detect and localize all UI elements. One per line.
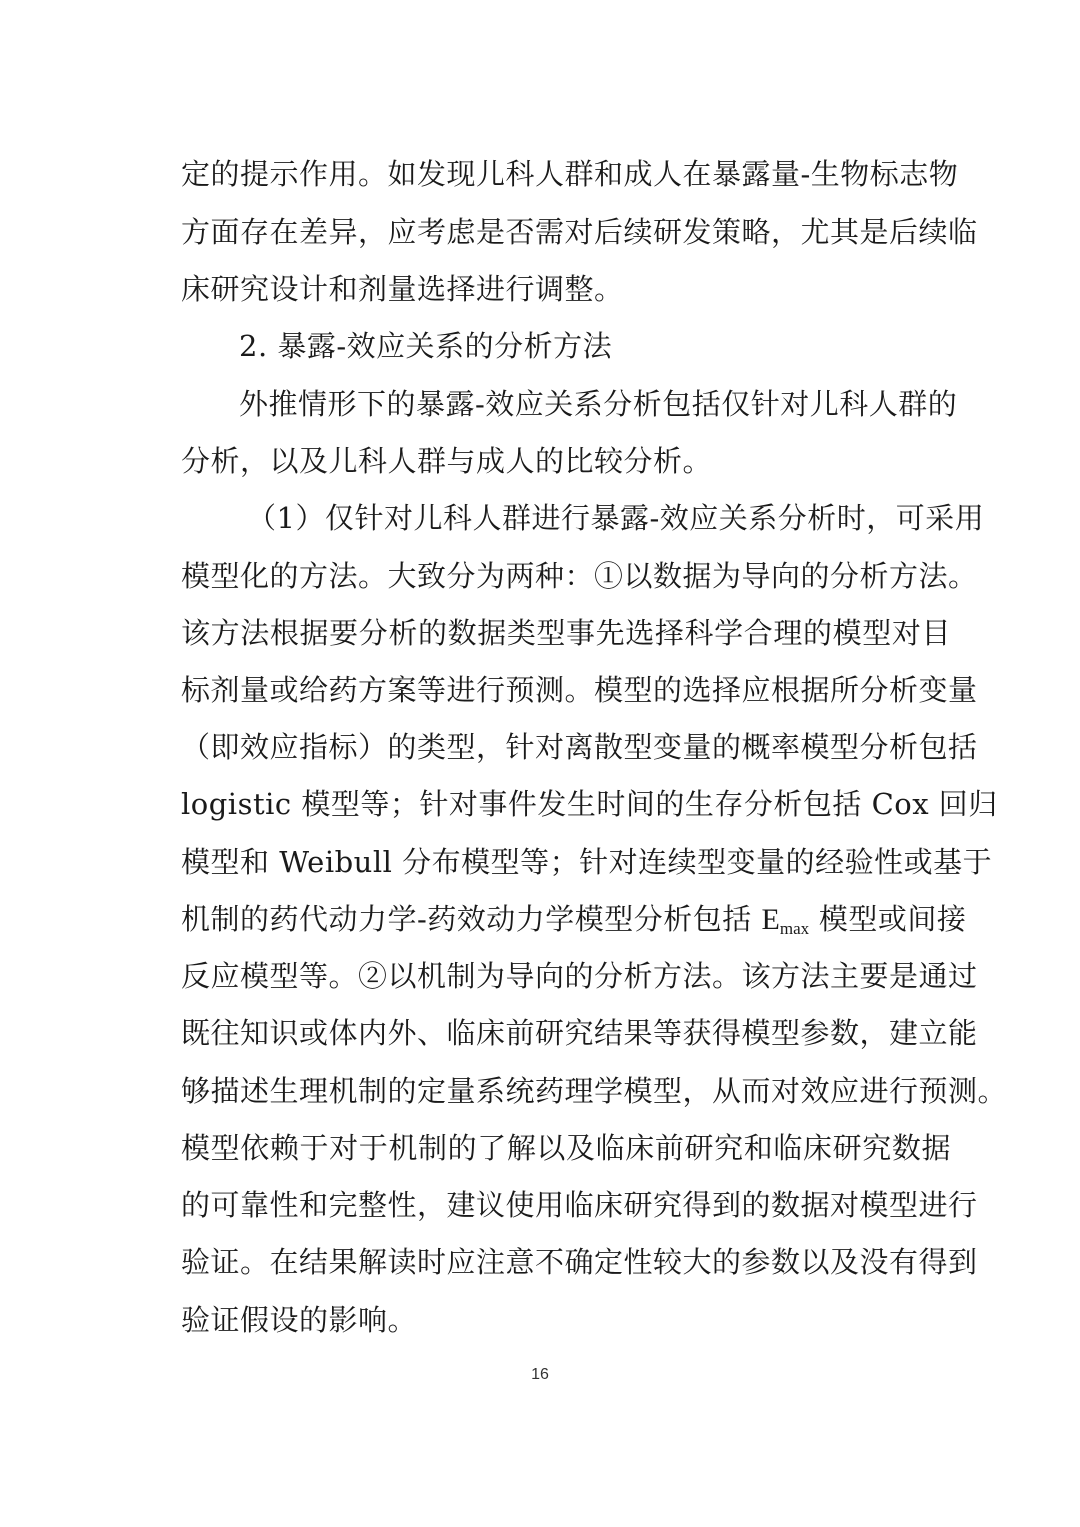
body-line-13: 模型和 Weibull 分布模型等；针对连续型变量的经验性或基于 — [181, 845, 993, 879]
body-line-3: 床研究设计和剂量选择进行调整。 — [181, 272, 624, 306]
body-line-2: 方面存在差异，应考虑是否需对后续研发策略，尤其是后续临 — [181, 215, 978, 249]
body-line-15: 反应模型等。②以机制为导向的分析方法。该方法主要是通过 — [181, 959, 978, 993]
body-line-7: （1）仅针对儿科人群进行暴露-效应关系分析时，可采用 — [247, 501, 985, 535]
emax-subscript: max — [779, 919, 810, 938]
body-line-20: 验证。在结果解读时应注意不确定性较大的参数以及没有得到 — [181, 1245, 978, 1279]
body-line-6: 分析，以及儿科人群与成人的比较分析。 — [181, 444, 713, 478]
body-line-17: 够描述生理机制的定量系统药理学模型，从而对效应进行预测。 — [181, 1074, 1008, 1108]
body-line-16: 既往知识或体内外、临床前研究结果等获得模型参数，建立能 — [181, 1016, 978, 1050]
body-line-14-text: 机制的药代动力学-药效动力学模型分析包括 — [181, 902, 762, 936]
body-line-14 — [181, 899, 967, 939]
body-line-12: logistic 模型等；针对事件发生时间的生存分析包括 Cox 回归 — [181, 787, 998, 821]
body-line-1: 定的提示作用。如发现儿科人群和成人在暴露量-生物标志物 — [181, 157, 959, 191]
emax-suffix: 模型或间接 — [809, 902, 967, 936]
body-line-5: 外推情形下的暴露-效应关系分析包括仅针对儿科人群的 — [239, 387, 958, 421]
body-line-8: 模型化的方法。大致分为两种：①以数据为导向的分析方法。 — [181, 559, 978, 593]
emax-label: E — [761, 903, 780, 936]
page-number: 16 — [531, 1366, 549, 1383]
body-line-21: 验证假设的影响。 — [181, 1303, 418, 1337]
body-line-11: （即效应指标）的类型，针对离散型变量的概率模型分析包括 — [181, 730, 978, 764]
section-heading: 2. 暴露-效应关系的分析方法 — [239, 329, 613, 363]
body-line-9: 该方法根据要分析的数据类型事先选择科学合理的模型对目 — [181, 616, 951, 650]
body-line-18: 模型依赖于对于机制的了解以及临床前研究和临床研究数据 — [181, 1131, 951, 1165]
body-line-10: 标剂量或给药方案等进行预测。模型的选择应根据所分析变量 — [181, 673, 978, 707]
body-line-19: 的可靠性和完整性，建议使用临床研究得到的数据对模型进行 — [181, 1188, 978, 1222]
